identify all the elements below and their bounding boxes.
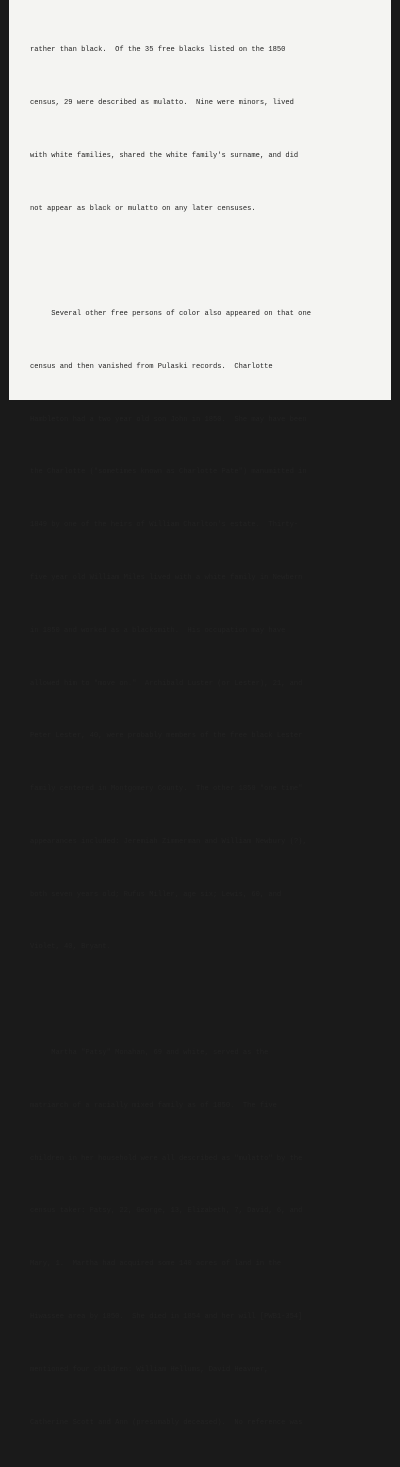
text-line: not appear as black or mulatto on any later censuses. xyxy=(30,204,256,213)
body-text xyxy=(30,7,375,1467)
text-line: Hambleton had a two year old son John in 1850. She may have been xyxy=(30,415,307,424)
text-line: rather than black. Of the 35 free blacks listed on the 1850 xyxy=(30,46,286,55)
text-line: Peter Lester, 40, were probably members of the free black Lester xyxy=(30,732,303,741)
text-line: Martha "Patsy" Monahan, 69 and white, served as the xyxy=(30,1049,269,1058)
text-line: Catherine Scott and Ann (presumably deceased). No reference was xyxy=(30,1418,303,1427)
text-line: mentioned four children: William Hellums, David Heavner, xyxy=(30,1365,269,1374)
document-page xyxy=(9,0,391,1427)
text-line: both seven years old; Rufus Miller, age six; Lewis, 60, and xyxy=(30,890,282,899)
text-line: matriarch of a racially mixed family as of 1850. The five xyxy=(30,1101,277,1110)
text-line: in 1850 and worked as a blacksmith. His occupation may have xyxy=(30,626,286,635)
text-line: census and then vanished from Pulaski records. Charlotte xyxy=(30,362,273,371)
text-line: 1849 by one of the heirs of William Charlton's estate. Thirty- xyxy=(30,521,299,530)
text-line: census, 29 were described as mulatto. Nine were minors, lived xyxy=(30,98,294,107)
text-line: appearances included: Jeremiah Zimmerman and William Newbury (?), xyxy=(30,837,307,846)
text-line: census taker: Patsy, 22, George, 13, Elizabeth, 7, David, 6, and xyxy=(30,1207,303,1216)
paragraph-gap xyxy=(30,992,375,1010)
text-line: Mary, 1. Martha had acquired some 140 acres of land in the xyxy=(30,1260,282,1269)
text-line: with white families, shared the white family's surname, and did xyxy=(30,151,299,160)
text-line: Violet, 40, Bryant. xyxy=(30,943,111,952)
scan-edge-right xyxy=(391,0,400,400)
text-line: allowed him to "move on." Archibald Luster (or Lester), 21, and xyxy=(30,679,303,688)
text-line: children in her household were all described as "mulatto" by the xyxy=(30,1154,303,1163)
scan-edge-left xyxy=(0,0,9,400)
text-line: the Charlotte ("sometimes known as Charlotte Pate") manumitted in xyxy=(30,468,307,477)
text-line: Several other free persons of color also appeared on that one xyxy=(30,310,311,319)
text-line: family centered in Montgomery County. The other 1850 "one time" xyxy=(30,785,303,794)
text-line: five year old William Miles lived with a white family in Newbern xyxy=(30,574,303,582)
text-line: Hiwassee area by 1850. She died in 1854 and her will [PWB1-354] xyxy=(30,1312,303,1321)
paragraph-gap xyxy=(30,253,375,271)
